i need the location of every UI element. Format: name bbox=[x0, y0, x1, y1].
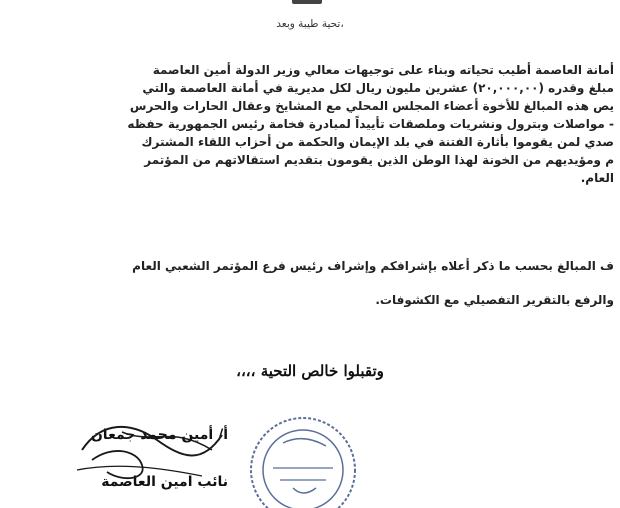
sign-off: وتقبلوا خالص التحية ،،،، bbox=[236, 362, 384, 380]
body-line: صدي لمن يقوموا بأثارة الفتنة في بلد الإيمان والحكمة من أحزاب اللقاء المشترك bbox=[141, 135, 614, 149]
handwritten-signature bbox=[62, 410, 232, 490]
body-line: - مواصلات وبترول ونشريات وملصقات تأييداً لمبادرة فخامة رئيس الجمهورية حفظه bbox=[127, 117, 614, 131]
greeting: تحية طيبة وبعد، bbox=[276, 18, 344, 30]
body-line: مبلغ وقدره (٢٠,٠٠٠,٠٠) عشرين مليون ريال لكل مديرية في أمانة العاصمة والتي bbox=[142, 81, 614, 95]
official-stamp bbox=[238, 408, 368, 508]
body-line: يص هذه المبالغ للأخوة أعضاء المجلس المحلي مع المشايخ وعقال الحارات والحرس bbox=[129, 99, 614, 113]
body-line: أمانة العاصمة أطيب تحياته وبناء على توجيهات معالي وزير الدولة أمين العاصمة bbox=[152, 63, 614, 77]
body-line: والرفع بالتقرير التفصيلي مع الكشوفات. bbox=[375, 293, 614, 307]
top-edge-mark bbox=[292, 0, 322, 4]
signer-title: نائب امين العاصمة bbox=[101, 474, 228, 490]
signer-name: أ/ أمين محمد جمعان bbox=[90, 427, 228, 443]
body-line: العام. bbox=[580, 171, 614, 185]
body-line: ف المبالغ بحسب ما ذكر أعلاه بإشرافكم وإشراف رئيس فرع المؤتمر الشعبي العام bbox=[132, 259, 614, 273]
body-line: م ومؤيديهم من الخونة لهذا الوطن الذين يقومون بتقديم استقالاتهم من المؤتمر bbox=[144, 153, 614, 167]
